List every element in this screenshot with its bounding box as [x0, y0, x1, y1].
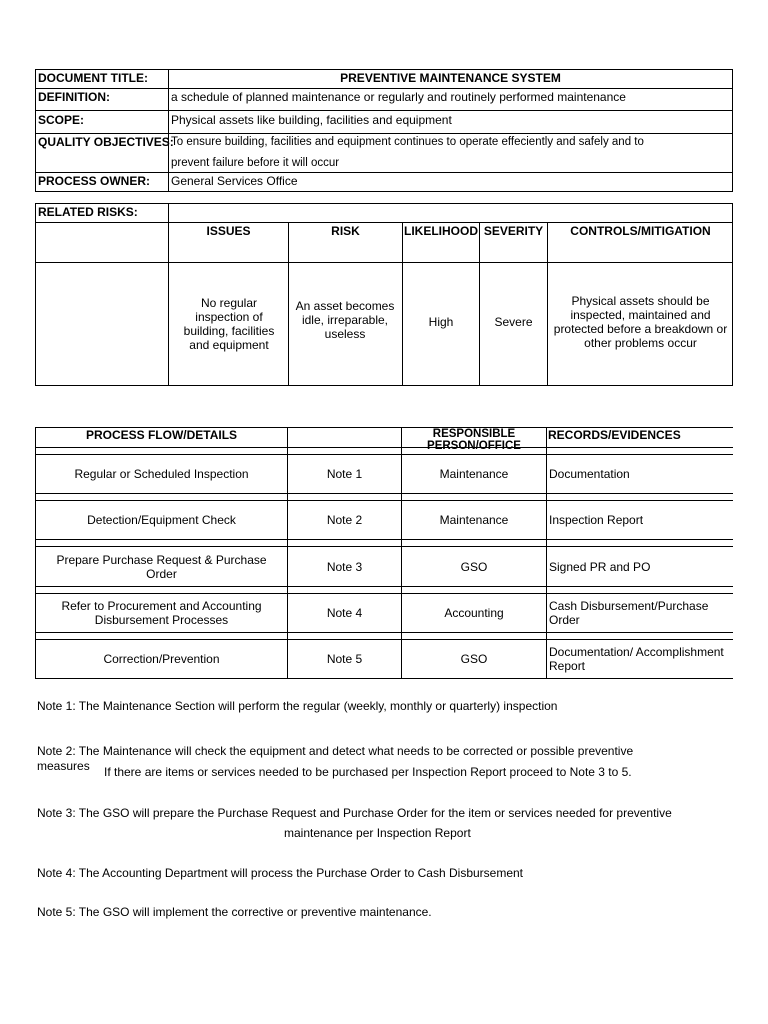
quality-objectives-label: QUALITY OBJECTIVES:	[38, 135, 174, 149]
process-owner-label: PROCESS OWNER:	[38, 174, 151, 188]
definition-label: DEFINITION:	[38, 90, 110, 104]
note-3-line1: Note 3: The GSO will prepare the Purchase Request and Purchase Order for the item or services needed for preventive	[37, 806, 672, 820]
note-3-line2: maintenance per Inspection Report	[284, 826, 471, 840]
risks-table	[35, 203, 733, 386]
risks-header-risk: RISK	[331, 224, 360, 238]
risks-header-controls: CONTROLS/MITIGATION	[570, 224, 711, 238]
risk-severity-cell: Severe	[494, 315, 533, 329]
risk-issues-cell: No regular inspection of building, facilities and equipment	[183, 296, 275, 352]
quality-objectives-line1: To ensure building, facilities and equipment continues to operate effeciently and safely and to	[171, 136, 644, 148]
process-records-cell: Cash Disbursement/Purchase Order	[549, 599, 709, 627]
process-owner-value: General Services Office	[171, 174, 298, 188]
note-2-line3: If there are items or services needed to be purchased per Inspection Report proceed to Note 3 to 5.	[104, 765, 632, 779]
risks-header-likelihood: LIKELIHOOD	[404, 224, 478, 238]
header-rule	[36, 133, 732, 134]
process-note-cell: Note 5	[326, 652, 363, 666]
process-rule	[35, 678, 733, 679]
process-note-cell: Note 4	[326, 606, 363, 620]
process-flow-cell: Prepare Purchase Request & Purchase Order	[56, 552, 267, 581]
definition-value: a schedule of planned maintenance or regularly and routinely performed maintenance	[171, 90, 626, 104]
risk-likelihood-cell: High	[428, 315, 454, 329]
risks-header-issues: ISSUES	[206, 224, 251, 238]
process-header-records: RECORDS/EVIDENCES	[548, 428, 681, 442]
scope-value: Physical assets like building, facilities and equipment	[171, 113, 452, 127]
scope-label: SCOPE:	[38, 113, 85, 127]
process-records-cell: Signed PR and PO	[549, 559, 651, 574]
risks-divider	[288, 222, 289, 385]
quality-objectives-line2: prevent failure before it will occur	[171, 157, 340, 169]
process-records-cell: Documentation	[549, 467, 630, 481]
note-4: Note 4: The Accounting Department will process the Purchase Order to Cash Disbursement	[37, 866, 524, 880]
risk-risk-cell: An asset becomes idle, irreparable, useless	[295, 299, 395, 341]
process-responsible-cell: Maintenance	[439, 467, 509, 481]
process-responsible-cell: Accounting	[444, 606, 504, 620]
header-table	[35, 69, 733, 192]
risks-rule	[36, 222, 732, 223]
process-records-cell: Inspection Report	[549, 513, 644, 527]
document-title-value: PREVENTIVE MAINTENANCE SYSTEM	[340, 71, 561, 85]
note-1: Note 1: The Maintenance Section will perform the regular (weekly, monthly or quarterly) inspection	[37, 699, 558, 713]
process-rule	[35, 539, 733, 540]
document-title-label: DOCUMENT TITLE:	[38, 71, 148, 85]
process-flow-cell: Detection/Equipment Check	[87, 513, 236, 527]
process-flow-cell: Regular or Scheduled Inspection	[74, 467, 249, 481]
process-flow-cell: Refer to Procurement and Accounting Disbursement Processes	[61, 599, 262, 627]
note-2-line2: measures	[37, 759, 90, 773]
process-records-cell: Documentation/ Accomplishment Report	[549, 645, 724, 673]
header-rule	[36, 110, 732, 111]
note-2-line1: Note 2: The Maintenance will check the equipment and detect what needs to be corrected or possible preventive	[37, 744, 634, 758]
process-note-cell: Note 2	[326, 513, 363, 527]
risks-divider	[547, 222, 548, 385]
process-note-cell: Note 3	[326, 559, 363, 574]
process-note-cell: Note 1	[326, 467, 363, 481]
process-responsible-cell: GSO	[460, 652, 488, 666]
process-header-responsible: RESPONSIBLE PERSON/OFFICE	[427, 428, 521, 452]
header-rule	[36, 172, 732, 173]
process-rule	[35, 447, 733, 448]
note-5: Note 5: The GSO will implement the corrective or preventive maintenance.	[37, 905, 432, 919]
risk-controls-cell: Physical assets should be inspected, maintained and protected before a breakdown or other problems occur	[553, 294, 728, 350]
process-rule	[35, 632, 733, 633]
risks-header-severity: SEVERITY	[483, 224, 544, 238]
process-rule	[35, 493, 733, 494]
header-rule	[36, 88, 732, 89]
related-risks-label: RELATED RISKS:	[38, 205, 138, 219]
process-rule	[35, 586, 733, 587]
process-responsible-cell: GSO	[460, 559, 488, 574]
process-table	[35, 427, 733, 679]
process-responsible-cell: Maintenance	[439, 513, 509, 527]
process-flow-cell: Correction/Prevention	[103, 652, 220, 666]
process-header-flow: PROCESS FLOW/DETAILS	[85, 428, 238, 442]
